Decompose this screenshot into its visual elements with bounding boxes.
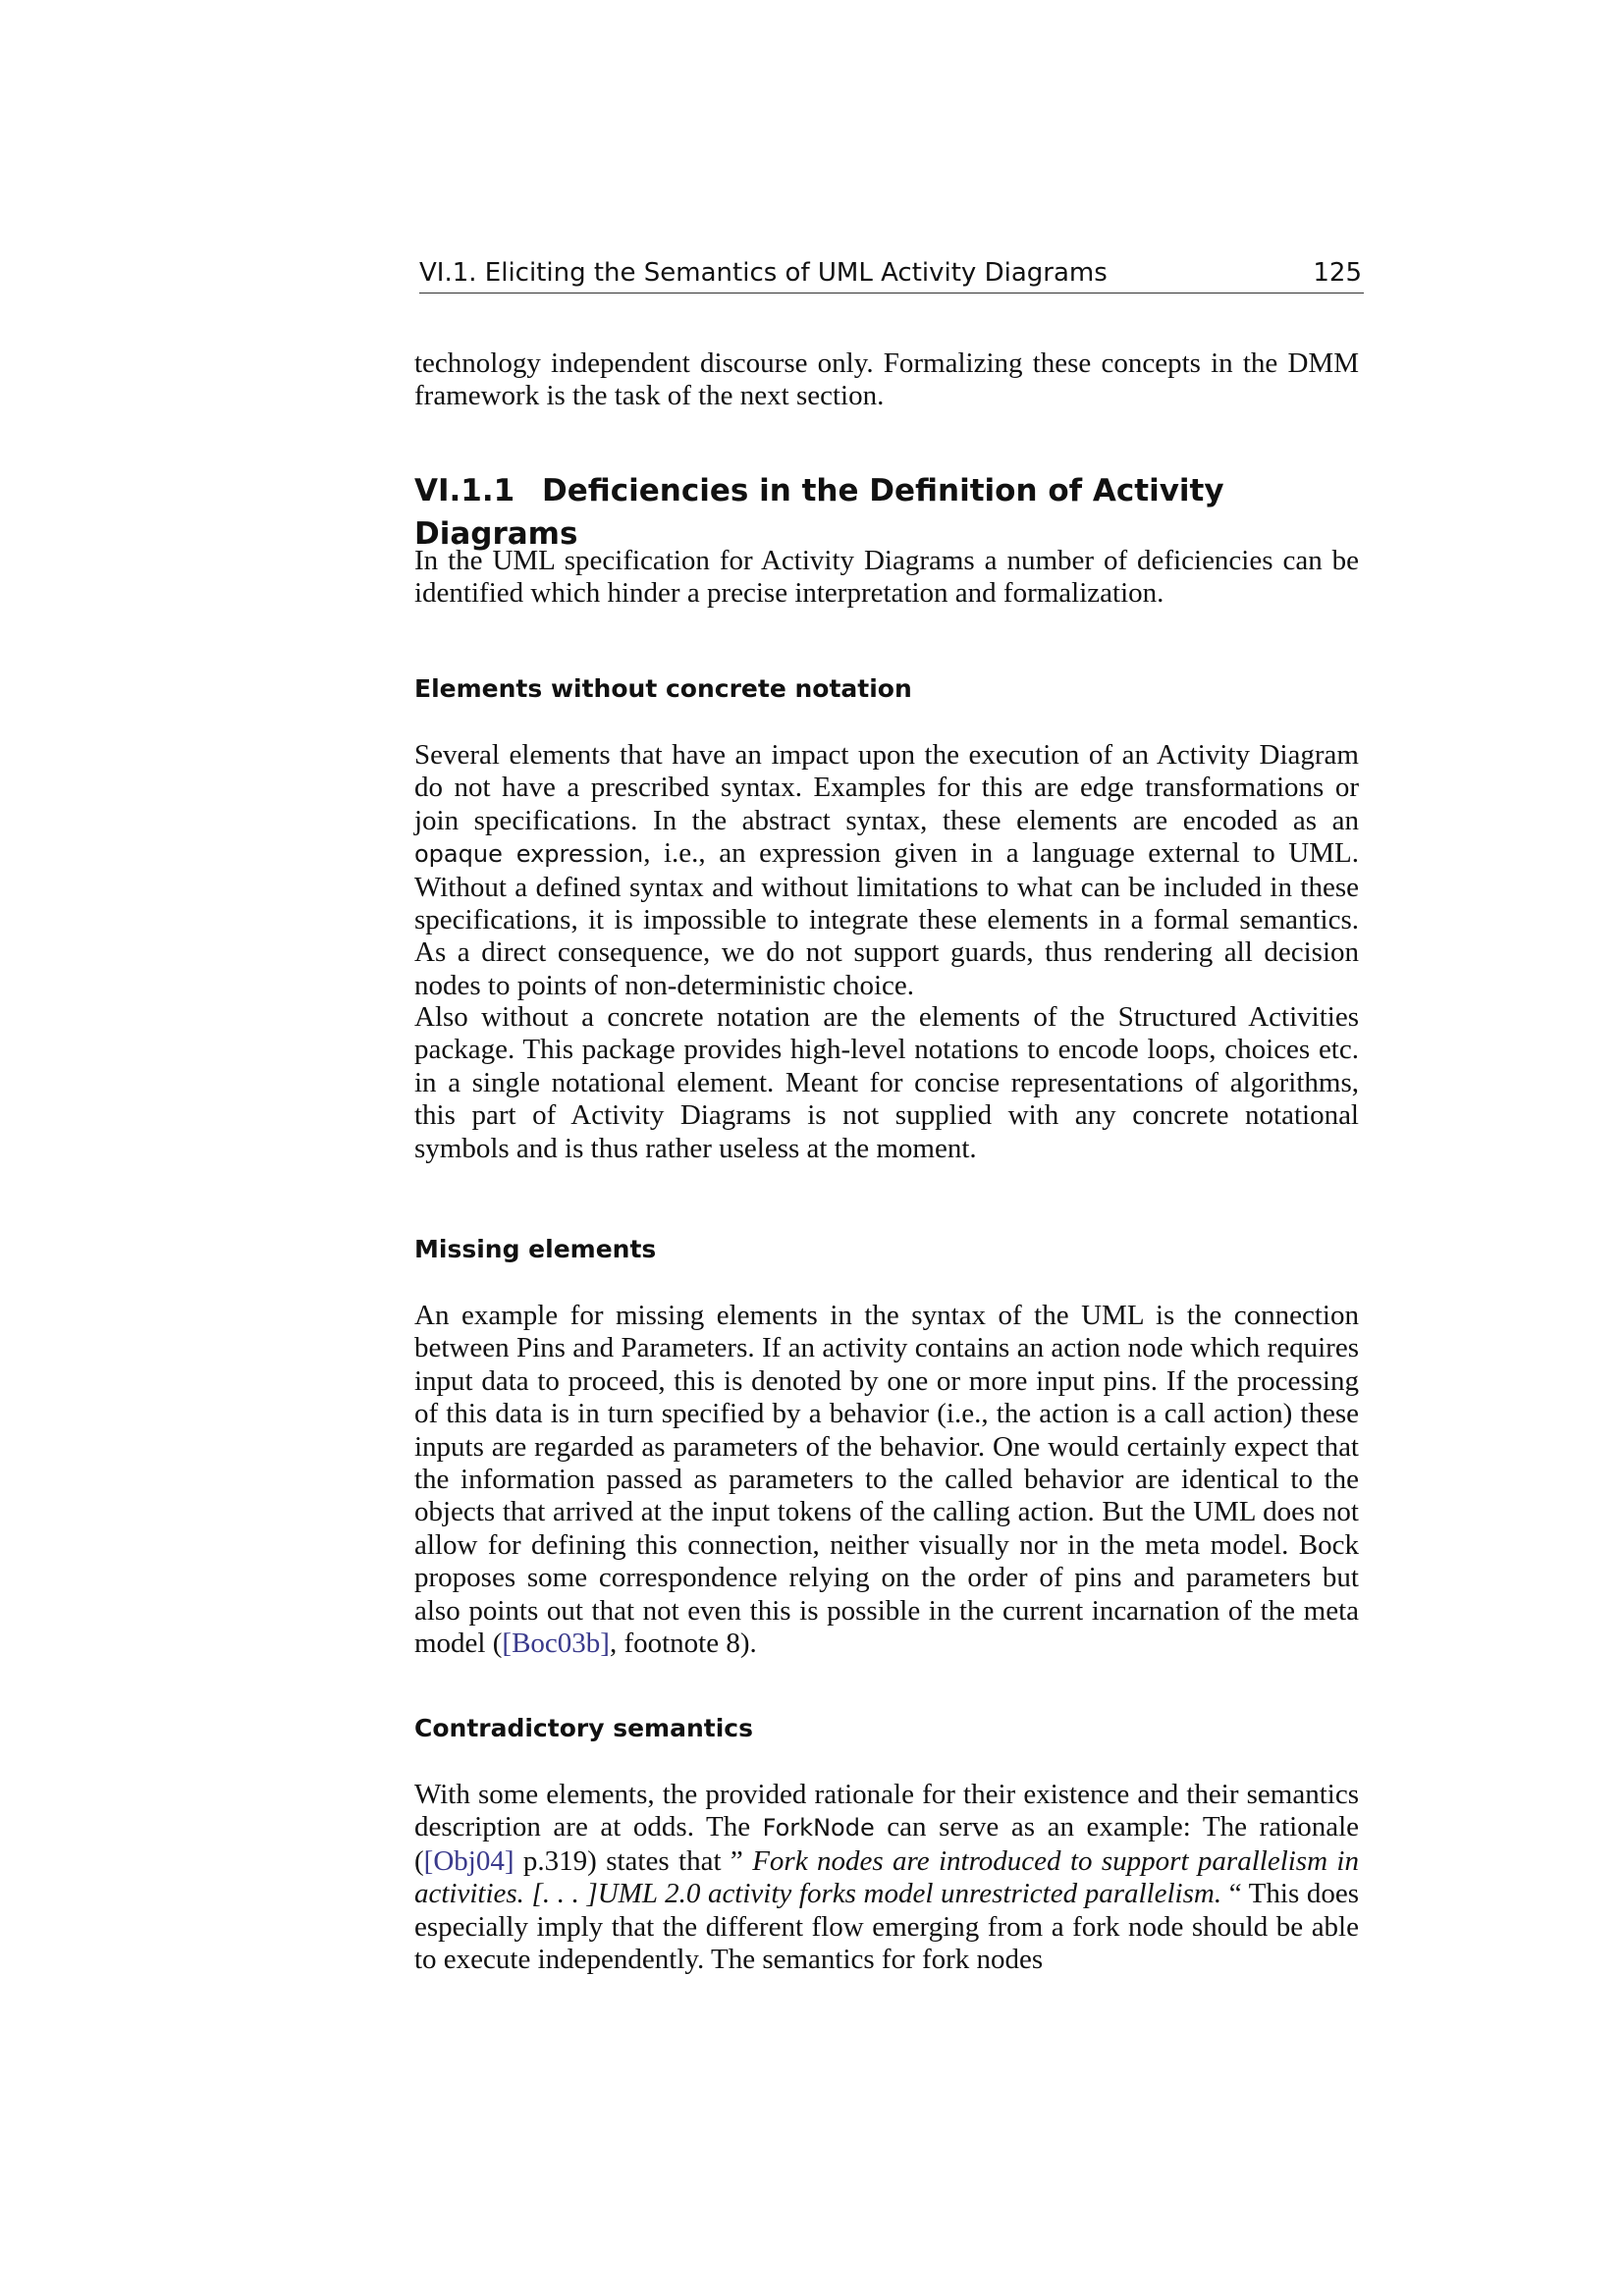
heading-elements-without-notation: Elements without concrete notation xyxy=(414,674,912,703)
text-run: can serve as an example: The rationale ( xyxy=(414,1811,1359,1877)
section-heading xyxy=(414,469,1359,556)
text-run: An example for missing elements in the syntax of the UML is the connection between Pins and Parameters. If an activity contains an action node which requires input data to proceed, this is denoted by one or more input pins. If the processing of this data is in turn specified by a behavior (i.e., the action is a call action) these inputs are regarded as parameters of the behavior. One would certainly expect that the information passed as parameters to the called behavior are identical to the objects that arrived at the input tokens of the calling action. But the UML does not allow for defining this connection, neither visually nor in the meta model. Bock proposes some correspondence relying on the order of pins and parameters but also points out that not even this is possible in the current incarnation of the meta model ( xyxy=(414,1300,1359,1660)
citation-link-obj04[interactable]: [Obj04] xyxy=(423,1844,514,1877)
term-opaque-expression: opaque expression xyxy=(414,840,644,869)
intro-paragraph: technology independent discourse only. Formalizing these concepts in the DMM framework is the task of the next section. xyxy=(414,347,1359,412)
quotation: Fork nodes are introduced to support parallelism in activities. [. . . ]UML 2.0 activity forks model unrestricted parallelism. xyxy=(414,1844,1359,1910)
text-run: p.319) states that ” xyxy=(514,1844,753,1877)
text-run: , footnote 8). xyxy=(609,1628,757,1660)
heading-contradictory-semantics: Contradictory semantics xyxy=(414,1714,753,1742)
paragraph-elements-without-notation-2: Also without a concrete notation are the elements of the Structured Activities package. This package provides high-level notations to encode loops, choices etc. in a single notational element. Meant for concise representations of algorithms, this part of Activity Diagrams is not supplied with any concrete notational symbols and is thus rather useless at the moment. xyxy=(414,1001,1359,1164)
citation-link-boc03b[interactable]: [Boc03b] xyxy=(502,1628,610,1660)
heading-missing-elements: Missing elements xyxy=(414,1235,657,1263)
paragraph-contradictory-semantics xyxy=(414,1779,1359,1976)
text-run: “ This does especially imply that the different flow emerging from a fork node should be able to execute independently. The semantics for fork nodes xyxy=(414,1878,1360,1976)
page-number: 125 xyxy=(1313,258,1362,288)
running-header xyxy=(419,253,1364,294)
paragraph-elements-without-notation-1 xyxy=(414,739,1359,1002)
term-forknode: ForkNode xyxy=(762,1814,875,1842)
section-intro-paragraph: In the UML specification for Activity Diagrams a number of deficiencies can be identified which hinder a precise interpretation and formalization. xyxy=(414,545,1359,610)
section-title: Deficiencies in the Definition of Activity Diagrams xyxy=(414,473,1224,552)
running-title: VI.1. Eliciting the Semantics of UML Activity Diagrams xyxy=(419,258,1108,288)
paragraph-missing-elements xyxy=(414,1300,1359,1660)
text-run: Several elements that have an impact upon the execution of an Activity Diagram do not have a prescribed syntax. Examples for this are edge transformations or join specifications. In the abstract syntax, these elements are encoded as an xyxy=(414,739,1359,836)
section-number: VI.1.1 xyxy=(414,473,515,508)
text-run: With some elements, the provided rationale for their existence and their semantics description are at odds. The xyxy=(414,1779,1359,1843)
text-run: , i.e., an expression given in a language external to UML. Without a defined syntax and without limitations to what can be included in these specifications, it is impossible to integrate these elements in a formal semantics. As a direct consequence, we do not support guards, thus rendering all decision nodes to points of non-deterministic choice. xyxy=(414,837,1359,1001)
